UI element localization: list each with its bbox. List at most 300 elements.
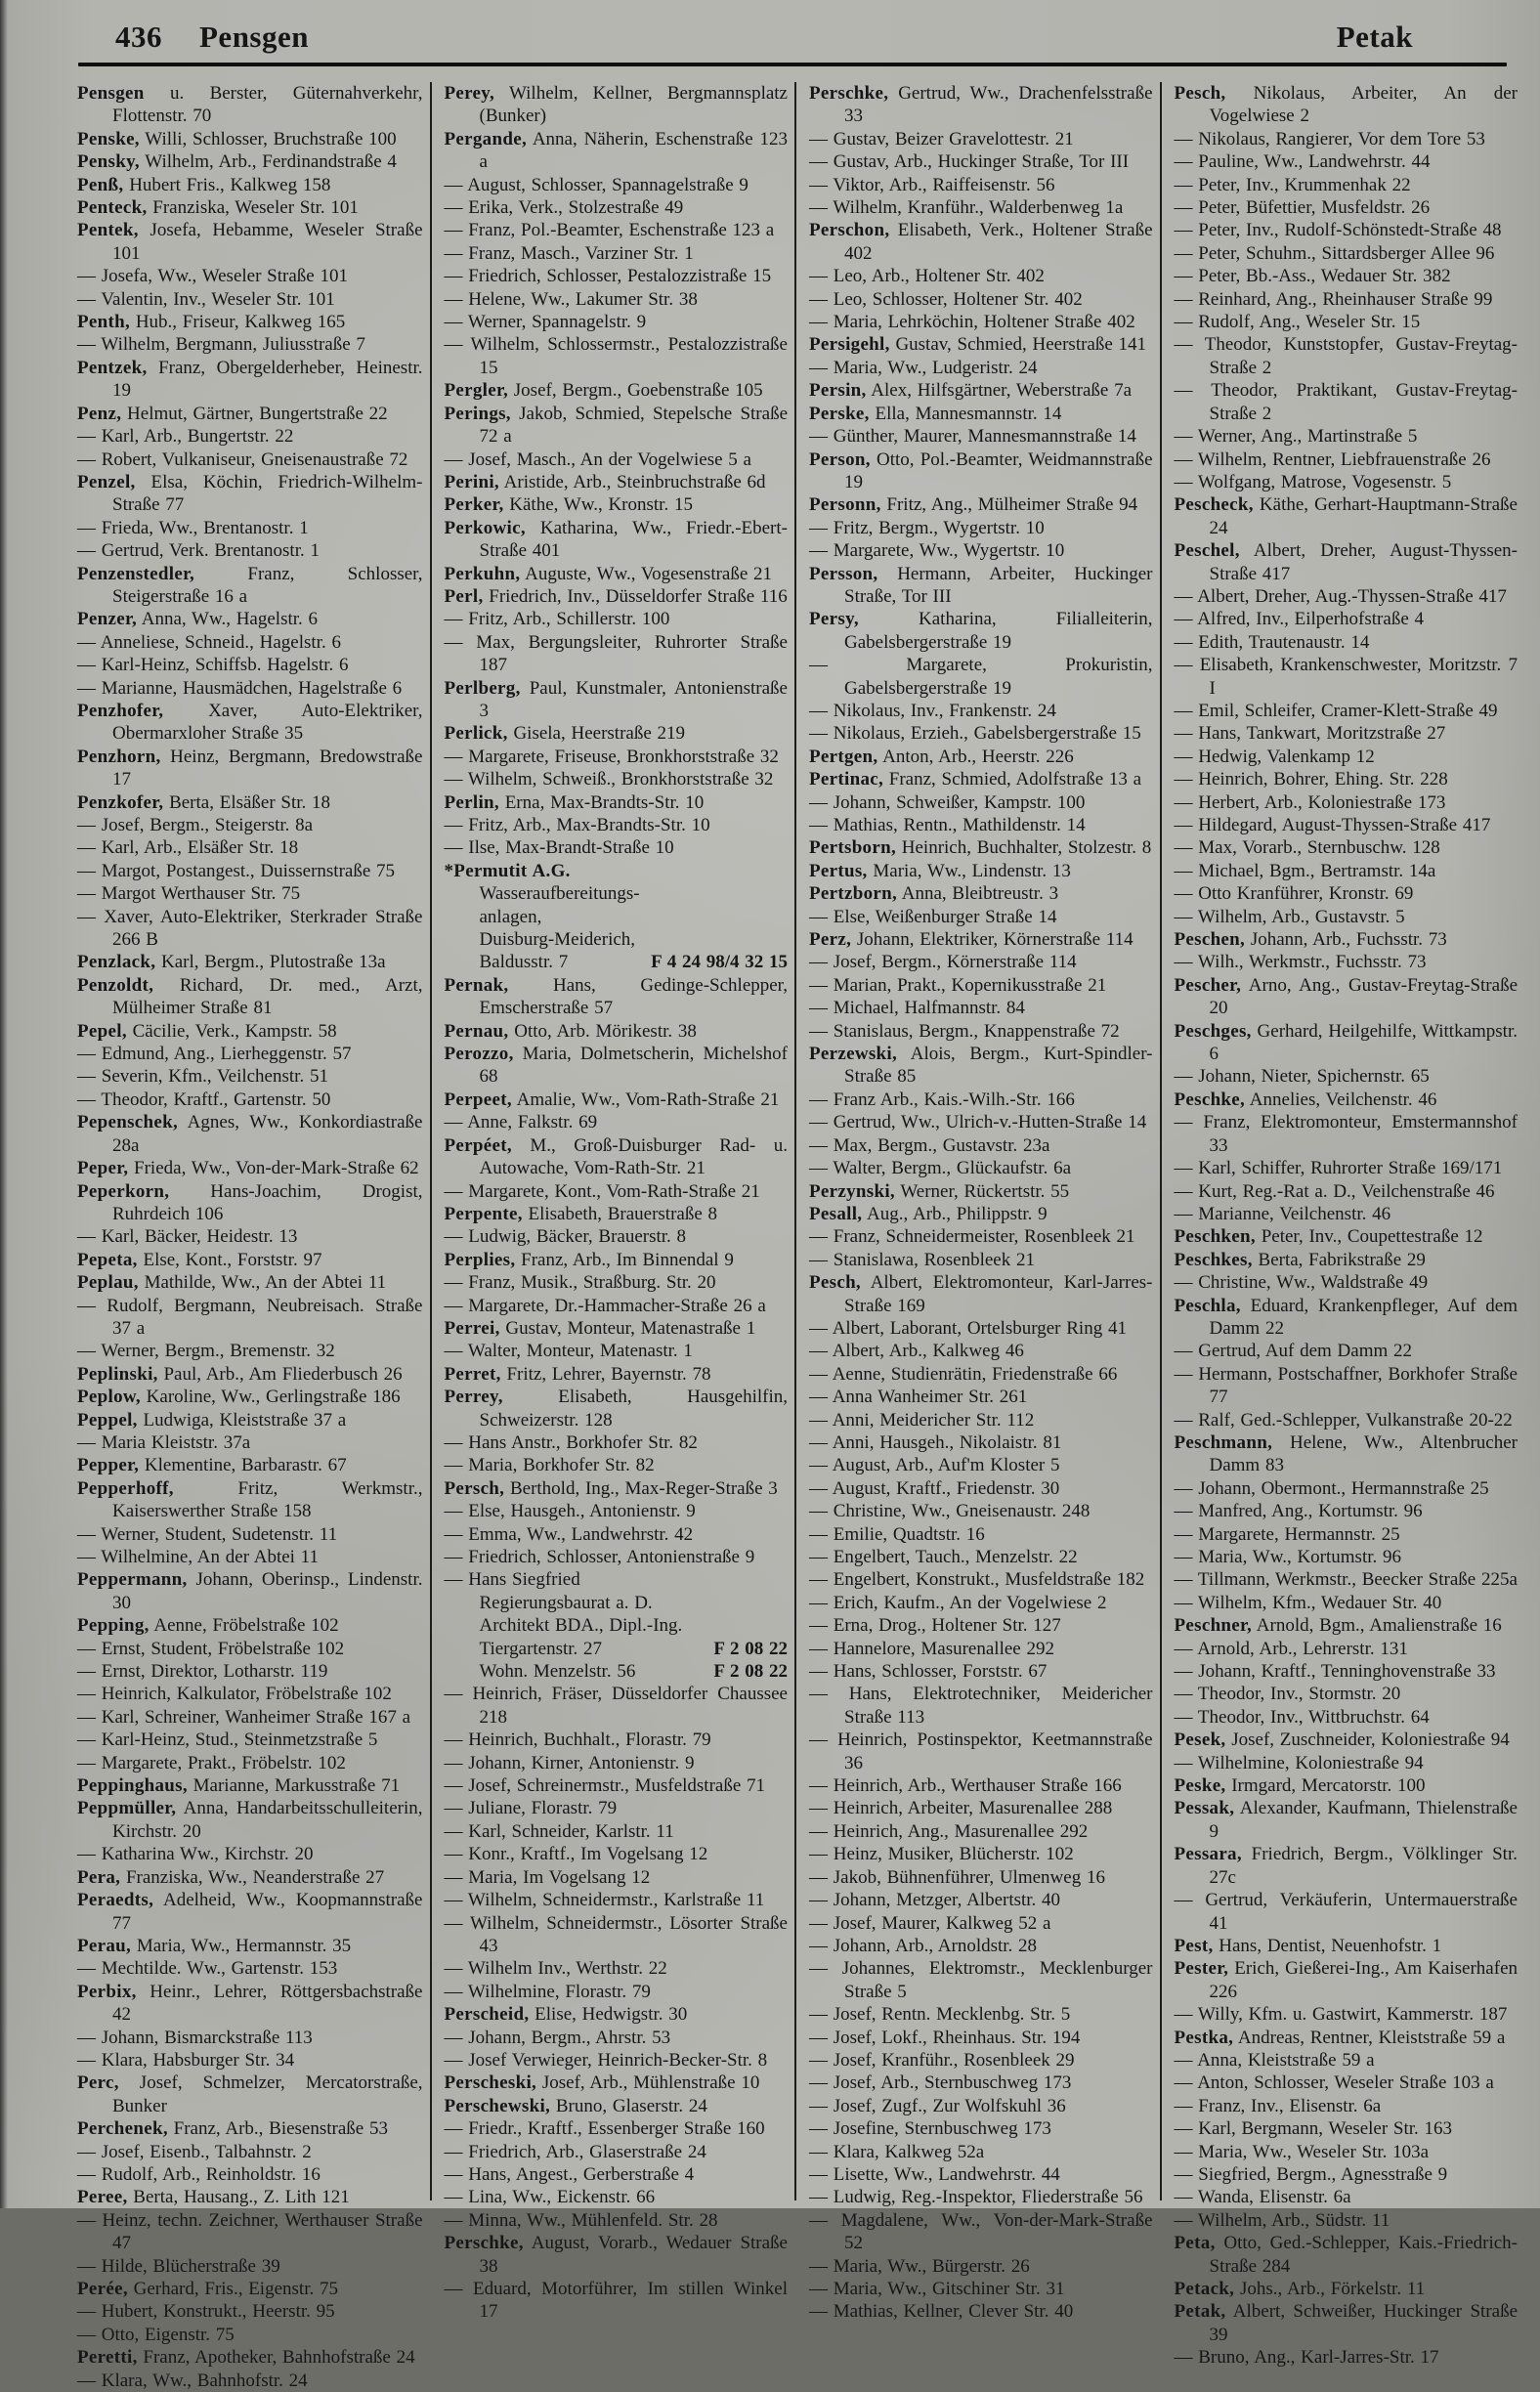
directory-entry: Peperkorn, Hans-Joachim, Drogist, Ruhrdeich 106 xyxy=(77,1180,423,1224)
entry-surname: Peplau, xyxy=(77,1272,139,1294)
directory-entry: — Franz, Musik., Straßburg. Str. 20 xyxy=(444,1272,716,1294)
directory-entry: — Magdalene, Ww., Von-der-Mark-Straße 52 xyxy=(809,2209,1153,2254)
directory-entry: — Heinrich, Bohrer, Ehing. Str. 228 xyxy=(1174,769,1448,790)
directory-entry: — Theodor, Inv., Wittbruchstr. 64 xyxy=(1174,1706,1430,1728)
directory-entry: — Marianne, Veilchenstr. 46 xyxy=(1174,1203,1391,1224)
entry-surname: Pertzborn, xyxy=(809,883,898,905)
directory-entry: — Hannelore, Masurenallee 292 xyxy=(809,1638,1054,1659)
directory-entry: Perscheski, Josef, Arb., Mühlenstraße 10 xyxy=(444,2072,760,2094)
directory-entry: Pest, Hans, Dentist, Neuenhofstr. 1 xyxy=(1174,1935,1442,1956)
directory-entry: Perchenek, Franz, Arb., Biesenstraße 53 xyxy=(77,2118,388,2140)
directory-entry: — Nikolaus, Erzieh., Gabelsbergerstraße 15 xyxy=(809,723,1141,745)
entry-surname: Perlberg, xyxy=(444,677,521,699)
entry-surname: Penzoldt, xyxy=(77,974,154,996)
entry-surname: Perings, xyxy=(444,403,511,424)
column-1 xyxy=(64,82,430,2391)
directory-entry: — Johann, Obermont., Hermannstraße 25 xyxy=(1174,1477,1489,1499)
entry-surname: Pergler, xyxy=(444,380,509,402)
directory-entry: Perschke, Gertrud, Ww., Drachenfelsstraße 33 xyxy=(809,83,1153,127)
directory-entry: Pensgen u. Berster, Güternahverkehr, Flottenstr. 70 xyxy=(77,83,423,127)
directory-entry: Persigehl, Gustav, Schmied, Heerstraße 141 xyxy=(809,334,1147,356)
directory-entry: — Klara, Ww., Bahnhofstr. 24 xyxy=(77,2370,308,2391)
entry-surname: Penß, xyxy=(77,174,124,195)
directory-entry: — Margarete, Prakt., Fröbelstr. 102 xyxy=(77,1752,346,1773)
directory-entry: — Johann, Metzger, Albertstr. 40 xyxy=(809,1890,1061,1911)
directory-entry: — Emma, Ww., Landwehrstr. 42 xyxy=(444,1523,694,1545)
entry-surname: Peraedts, xyxy=(77,1890,154,1911)
directory-entry: — Max, Vorarb., Sternbuschw. 128 xyxy=(1174,837,1440,859)
entry-surname: Penzer, xyxy=(77,609,138,630)
entry-line: Architekt BDA., Dipl.-Ing. xyxy=(479,1615,683,1637)
directory-entry: Personn, Fritz, Ang., Mülheimer Straße 94 xyxy=(809,494,1138,516)
directory-entry: Perpéet, M., Groß-Duisburger Rad- u. Autowache, Vom-Rath-Str. 21 xyxy=(444,1134,788,1179)
entry-surname: Pessara, xyxy=(1174,1844,1242,1865)
directory-entry: — Erna, Drog., Holtener Str. 127 xyxy=(809,1615,1061,1637)
directory-entry: — Johann, Bismarckstraße 113 xyxy=(77,2027,313,2048)
directory-entry: Perbix, Heinr., Lehrer, Röttgersbachstraße 42 xyxy=(77,1981,423,2026)
directory-entry: — Anni, Hausgeh., Nikolaistr. 81 xyxy=(809,1431,1062,1453)
directory-entry: — Lisette, Ww., Landwehrstr. 44 xyxy=(809,2163,1060,2185)
directory-entry: — Josef, Zugf., Zur Wolfskuhl 36 xyxy=(809,2095,1066,2116)
directory-entry: — Anna, Kleiststraße 59 a xyxy=(1174,2049,1375,2071)
directory-entry: — Peter, Inv., Krummenhak 22 xyxy=(1174,174,1411,195)
entry-surname: Peppel, xyxy=(77,1409,138,1431)
entry-surname: Perbix, xyxy=(77,1981,137,2002)
entry-surname: Perzynski, xyxy=(809,1180,895,1202)
directory-entry: Pesall, Aug., Arb., Philippstr. 9 xyxy=(809,1203,1048,1224)
directory-entry: Pessak, Alexander, Kaufmann, Thielenstraße 9 xyxy=(1174,1798,1518,1842)
directory-entry: Perker, Käthe, Ww., Kronstr. 15 xyxy=(444,494,693,516)
guide-word-left: Pensgen xyxy=(199,20,309,54)
directory-entry: — Josef, Bergm., Steigerstr. 8a xyxy=(77,815,314,835)
directory-entry: — Elisabeth, Krankenschwester, Moritzstr. 7 I xyxy=(1174,655,1518,699)
directory-entry: — Heinrich, Ang., Masurenallee 292 xyxy=(809,1820,1089,1842)
entry-surname: Penzkofer, xyxy=(77,791,164,813)
entry-surname: Pergande, xyxy=(444,128,527,150)
directory-entry: — Christine, Ww., Waldstraße 49 xyxy=(1174,1272,1429,1294)
directory-entry: Persson, Hermann, Arbeiter, Huckinger Straße, Tor III xyxy=(809,563,1153,607)
directory-entry: — Herbert, Arb., Koloniestraße 173 xyxy=(1174,791,1446,813)
entry-surname: Perret, xyxy=(444,1363,501,1385)
directory-entry: — Hubert, Konstrukt., Heerstr. 95 xyxy=(77,2301,335,2323)
entry-surname: Person, xyxy=(809,448,871,470)
directory-entry: — Karl, Bäcker, Heidestr. 13 xyxy=(77,1226,298,1248)
directory-entry: — Franz, Elektromonteur, Emstermannshof 33 xyxy=(1174,1112,1518,1156)
directory-entry: — Friedr., Kraftf., Essenberger Straße 160 xyxy=(444,2118,765,2140)
directory-entry: — Hermann, Postschaffner, Borkhofer Straße 77 xyxy=(1174,1363,1518,1408)
directory-entry: — Werner, Student, Sudetenstr. 11 xyxy=(77,1523,338,1545)
entry-surname: Perpeet, xyxy=(444,1089,512,1110)
directory-entry: Pepperhoff, Fritz, Werkmstr., Kaiserswerther Straße 158 xyxy=(77,1477,423,1522)
directory-entry: Perlin, Erna, Max-Brandts-Str. 10 xyxy=(444,791,705,813)
directory-entry: — Gustav, Arb., Huckinger Straße, Tor III xyxy=(809,151,1130,173)
entry-surname: Peta, xyxy=(1174,2233,1216,2254)
entry-surname: Peske, xyxy=(1174,1775,1226,1797)
directory-entry: — Max, Bergm., Gustavstr. 23a xyxy=(809,1134,1050,1156)
directory-entry: — Josef, Masch., An der Vogelwiese 5 a xyxy=(444,448,751,470)
directory-entry: — Margarete, Ww., Wygertstr. 10 xyxy=(809,540,1065,562)
directory-entry: Peree, Berta, Hausang., Z. Lith 121 xyxy=(77,2187,350,2208)
directory-entry: — Juliane, Florastr. 79 xyxy=(444,1798,618,1819)
entry-surname: Perpéet, xyxy=(444,1134,512,1156)
entry-surname: Pest, xyxy=(1174,1935,1214,1956)
entry-surname: Penzenstedler, xyxy=(77,563,195,584)
entry-surname: Peschner, xyxy=(1174,1615,1253,1637)
directory-entry: — Klara, Habsburger Str. 34 xyxy=(77,2049,295,2071)
directory-columns xyxy=(64,82,1524,2391)
directory-entry: Pestka, Andreas, Rentner, Kleiststraße 59 a xyxy=(1174,2027,1506,2048)
directory-entry: — Erich, Kaufm., An der Vogelwiese 2 xyxy=(809,1592,1107,1613)
directory-entry: — Johannes, Elektromstr., Mecklenburger Straße 5 xyxy=(809,1958,1153,2002)
directory-entry: — Ilse, Max-Brandt-Straße 10 xyxy=(444,837,674,859)
directory-entry: Perlberg, Paul, Kunstmaler, Antonienstraße 3 xyxy=(444,677,788,721)
directory-entry: — Werner, Bergm., Bremenstr. 32 xyxy=(77,1341,335,1362)
directory-entry: Penzer, Anna, Ww., Hagelstr. 6 xyxy=(77,609,319,630)
directory-entry: Pernau, Otto, Arb. Mörikestr. 38 xyxy=(444,1020,697,1042)
directory-entry: — Maria Kleiststr. 37a xyxy=(77,1431,251,1453)
entry-surname: Peschla, xyxy=(1174,1295,1241,1316)
directory-entry: — Wilhelm, Schneidermstr., Karlstraße 11 xyxy=(444,1890,765,1911)
directory-entry: — Lina, Ww., Eickenstr. 66 xyxy=(444,2187,656,2208)
directory-entry: — Gertrud, Verk. Brentanostr. 1 xyxy=(77,540,320,562)
entry-surname: Perschon, xyxy=(809,220,890,241)
directory-entry: — Wilhelm, Schweiß., Bronkhorststraße 32 xyxy=(444,769,774,790)
directory-entry: — Minna, Ww., Mühlenfeld. Str. 28 xyxy=(444,2209,718,2231)
directory-entry: Pesek, Josef, Zuschneider, Koloniestraße 94 xyxy=(1174,1730,1510,1751)
directory-entry: — Wolfgang, Matrose, Vogesenstr. 5 xyxy=(1174,471,1452,492)
directory-entry: — Klara, Kalkweg 52a xyxy=(809,2141,985,2162)
directory-entry: — Leo, Schlosser, Holtener Str. 402 xyxy=(809,288,1083,310)
directory-entry: — Konr., Kraftf., Im Vogelsang 12 xyxy=(444,1844,708,1865)
directory-entry: Penth, Hub., Friseur, Kalkweg 165 xyxy=(77,312,346,333)
entry-surname: Perker, xyxy=(444,494,504,516)
directory-entry: Pensky, Wilhelm, Arb., Ferdinandstraße 4 xyxy=(77,151,397,173)
directory-entry: — Gertrud, Auf dem Damm 22 xyxy=(1174,1341,1413,1362)
directory-entry: Pentzek, Franz, Obergelderheber, Heinestr. 19 xyxy=(77,357,423,402)
directory-entry: — Ludwig, Reg.-Inspektor, Fliederstraße 56 xyxy=(809,2187,1143,2208)
directory-entry: Penzhorn, Heinz, Bergmann, Bredowstraße 17 xyxy=(77,746,423,790)
directory-entry: Pentek, Josefa, Hebamme, Weseler Straße 101 xyxy=(77,220,423,264)
entry-surname: Peretti, xyxy=(77,2347,138,2369)
directory-entry: — Else, Hausgeh., Antonienstr. 9 xyxy=(444,1501,696,1522)
directory-entry: Peppinghaus, Marianne, Markusstraße 71 xyxy=(77,1775,401,1797)
directory-entry: — Engelbert, Konstrukt., Musfeldstraße 182 xyxy=(809,1569,1145,1591)
entry-surname: Peppermann, xyxy=(77,1569,188,1591)
entry-surname: Pepper, xyxy=(77,1455,140,1476)
directory-entry: — Heinz, techn. Zeichner, Werthauser Straße 47 xyxy=(77,2209,423,2254)
directory-entry: — Leo, Arb., Holtener Str. 402 xyxy=(809,266,1045,287)
directory-entry: — Margarete, Prokuristin, Gabelsbergerstraße 19 xyxy=(809,655,1153,699)
entry-surname: Pernak, xyxy=(444,974,509,996)
directory-entry: — August, Arb., Auf'm Kloster 5 xyxy=(809,1455,1060,1476)
entry-surname: Penske, xyxy=(77,128,140,150)
entry-surname: Peperkorn, xyxy=(77,1180,170,1202)
directory-entry: — Alfred, Inv., Eilperhofstraße 4 xyxy=(1174,609,1424,630)
directory-entry: Perl, Friedrich, Inv., Düsseldorfer Straße 116 xyxy=(444,585,788,607)
directory-entry: Petak, Albert, Schweißer, Huckinger Straße 39 xyxy=(1174,2301,1518,2345)
directory-entry: — Hildegard, August-Thyssen-Straße 417 xyxy=(1174,815,1491,835)
directory-entry: — Wilhelmine, Florastr. 79 xyxy=(444,1981,651,2002)
directory-entry: Penzlack, Karl, Bergm., Plutostraße 13a xyxy=(77,952,386,973)
entry-surname: Peplinski, xyxy=(77,1363,158,1385)
directory-entry: Pessara, Friedrich, Bergm., Völklinger Str. 27c xyxy=(1174,1844,1518,1888)
directory-entry: — Peter, Büfettier, Musfeldstr. 26 xyxy=(1174,197,1431,219)
directory-entry: — Severin, Kfm., Veilchenstr. 51 xyxy=(77,1066,328,1088)
directory-entry: Perini, Aristide, Arb., Steinbruchstraße 6d xyxy=(444,471,766,492)
entry-surname: Penzhofer, xyxy=(77,700,164,721)
entry-surname: Perske, xyxy=(809,403,870,424)
directory-entry: — Rudolf, Arb., Reinholdstr. 16 xyxy=(77,2163,321,2185)
directory-entry: — Werner, Spannagelstr. 9 xyxy=(444,312,647,333)
entry-surname: Peplow, xyxy=(77,1387,141,1408)
entry-line: F 2 08 22 Tiergartenstr. 27 xyxy=(479,1638,788,1659)
entry-surname: Perée, xyxy=(77,2279,128,2299)
directory-entry: Pescher, Arno, Ang., Gustav-Freytag-Straße 20 xyxy=(1174,974,1518,1019)
directory-entry: — Wilhelmine, Koloniestraße 94 xyxy=(1174,1752,1424,1773)
directory-entry: — Mathias, Rentn., Mathildenstr. 14 xyxy=(809,815,1086,835)
directory-entry: — Josef, Arb., Sternbuschweg 173 xyxy=(809,2072,1072,2094)
directory-entry: — Stanislawa, Rosenbleek 21 xyxy=(809,1249,1035,1270)
entry-surname: Perozzo, xyxy=(444,1044,514,1065)
directory-entry: — Tillmann, Werkmstr., Beecker Straße 225a xyxy=(1174,1569,1518,1591)
directory-entry: — Christine, Ww., Gneisenaustr. 248 xyxy=(809,1501,1091,1522)
directory-entry: — Siegfried, Bergm., Agnesstraße 9 xyxy=(1174,2163,1448,2185)
directory-entry: — Ernst, Direktor, Lotharstr. 119 xyxy=(77,1661,328,1683)
directory-entry: — Valentin, Inv., Weseler Str. 101 xyxy=(77,288,335,310)
directory-entry: — Frieda, Ww., Brentanostr. 1 xyxy=(77,517,309,538)
entry-phone: F 2 08 22 xyxy=(713,1638,788,1659)
entry-surname: Pesch, xyxy=(809,1272,861,1294)
directory-entry: — Maria, Ww., Gitschiner Str. 31 xyxy=(809,2279,1065,2299)
entry-surname: Personn, xyxy=(809,494,881,516)
entry-surname: Pester, xyxy=(1174,1958,1229,1980)
entry-surname: Penth, xyxy=(77,312,131,333)
directory-entry: Peschen, Johann, Arb., Fuchsstr. 73 xyxy=(1174,929,1447,951)
entry-surname: Peper, xyxy=(77,1158,129,1179)
column-2 xyxy=(430,82,795,2323)
directory-entry: — Johann, Bergm., Ahrstr. 53 xyxy=(444,2027,671,2048)
directory-entry: — Karl, Schneider, Karlstr. 11 xyxy=(444,1820,674,1842)
entry-surname: Perchenek, xyxy=(77,2118,168,2140)
directory-entry: — Aenne, Studienrätin, Friedenstraße 66 xyxy=(809,1363,1118,1385)
directory-entry: Peppel, Ludwiga, Kleiststraße 37 a xyxy=(77,1409,347,1431)
directory-entry: Pesch, Nikolaus, Arbeiter, An der Vogelwiese 2 xyxy=(1174,83,1518,127)
directory-entry: — Wilhelm, Schneidermstr., Lösorter Straße 43 xyxy=(444,1912,788,1956)
entry-surname: Pertgen, xyxy=(809,746,878,767)
directory-entry: Penske, Willi, Schlosser, Bruchstraße 100 xyxy=(77,128,397,150)
directory-entry: — Maria, Ww., Ludgeristr. 24 xyxy=(809,357,1038,378)
entry-surname: Perkowic, xyxy=(444,517,526,538)
directory-entry: — Margot Werthauser Str. 75 xyxy=(77,883,301,905)
directory-entry: — Franz Arb., Kais.-Wilh.-Str. 166 xyxy=(809,1089,1075,1110)
directory-entry: Peschkes, Berta, Fabrikstraße 29 xyxy=(1174,1249,1426,1270)
directory-entry: — Maria, Ww., Weseler Str. 103a xyxy=(1174,2141,1430,2162)
directory-entry: — Heinrich, Kalkulator, Fröbelstraße 102 xyxy=(77,1684,392,1705)
directory-entry: Peraedts, Adelheid, Ww., Koopmannstraße 77 xyxy=(77,1890,423,1934)
directory-entry: Pepper, Klementine, Barbarastr. 67 xyxy=(77,1455,347,1476)
directory-entry: — Stanislaus, Bergm., Knappenstraße 72 xyxy=(809,1020,1120,1042)
directory-entry: Perz, Johann, Elektriker, Körnerstraße 114 xyxy=(809,929,1134,951)
directory-entry: Pertsborn, Heinrich, Buchhalter, Stolzestr. 8 xyxy=(809,837,1152,859)
directory-entry: Penzhofer, Xaver, Auto-Elektriker, Obermarxloher Straße 35 xyxy=(77,700,423,745)
entry-surname: Perscheid, xyxy=(444,2004,530,2026)
directory-entry: — Michael, Bgm., Bertramstr. 14a xyxy=(1174,860,1436,881)
entry-surname: Peppmüller, xyxy=(77,1798,177,1819)
directory-entry: — Anneliese, Schneid., Hagelstr. 6 xyxy=(77,631,341,653)
directory-entry: Pertus, Maria, Ww., Lindenstr. 13 xyxy=(809,860,1071,881)
directory-entry: Pertinac, Franz, Schmied, Adolfstraße 13 a xyxy=(809,769,1142,790)
directory-entry: — Anni, Meidericher Str. 112 xyxy=(809,1409,1035,1431)
directory-entry xyxy=(445,860,789,974)
directory-entry: — Josef, Bergm., Körnerstraße 114 xyxy=(809,952,1077,973)
directory-entry: — Heinrich, Arb., Werthauser Straße 166 xyxy=(809,1775,1122,1797)
directory-entry: — Heinrich, Fräser, Düsseldorfer Chaussee 218 xyxy=(444,1684,788,1728)
directory-entry: Peschner, Arnold, Bgm., Amalienstraße 16 xyxy=(1174,1615,1502,1637)
directory-entry: — Mechtilde. Ww., Gartenstr. 153 xyxy=(77,1958,338,1980)
directory-entry: — Otto Kranführer, Kronstr. 69 xyxy=(1174,883,1414,905)
directory-entry: Pernak, Hans, Gedinge-Schlepper, Emscherstraße 57 xyxy=(444,974,788,1019)
entry-surname: Pertinac, xyxy=(809,769,884,790)
directory-entry: — Ralf, Ged.-Schlepper, Vulkanstraße 20-22 xyxy=(1174,1409,1513,1431)
entry-surname: Perscheski, xyxy=(444,2072,537,2094)
directory-entry: — Wilhelm, Rentner, Liebfrauenstraße 26 xyxy=(1174,448,1491,470)
directory-entry: Perau, Maria, Ww., Hermannstr. 35 xyxy=(77,1935,352,1956)
directory-entry: Penz, Helmut, Gärtner, Bungertstraße 22 xyxy=(77,403,388,424)
entry-surname: Perey, xyxy=(444,83,495,104)
entry-surname: Pestka, xyxy=(1174,2027,1234,2048)
header-rule xyxy=(78,63,1507,66)
directory-entry: — Hans Anstr., Borkhofer Str. 82 xyxy=(444,1431,698,1453)
directory-entry: Peplow, Karoline, Ww., Gerlingstraße 186 xyxy=(77,1387,401,1408)
directory-entry: — Johann, Arb., Arnoldstr. 28 xyxy=(809,1935,1038,1956)
directory-entry: Peppermann, Johann, Oberinsp., Lindenstr. 30 xyxy=(77,1569,423,1613)
entry-surname: Peschken, xyxy=(1174,1226,1256,1248)
directory-entry: — Engelbert, Tauch., Menzelstr. 22 xyxy=(809,1547,1078,1567)
directory-entry: Peschel, Albert, Dreher, August-Thyssen-Straße 417 xyxy=(1174,540,1518,584)
directory-entry: Perrei, Gustav, Monteur, Matenastraße 1 xyxy=(444,1317,756,1339)
directory-entry: — Mathias, Kellner, Clever Str. 40 xyxy=(809,2301,1074,2323)
entry-surname: Peppinghaus, xyxy=(77,1775,188,1797)
directory-entry: Persch, Berthold, Ing., Max-Reger-Straße 3 xyxy=(444,1477,778,1499)
directory-entry: — Fritz, Arb., Max-Brandts-Str. 10 xyxy=(444,815,710,835)
directory-entry: Penzenstedler, Franz, Schlosser, Steigerstraße 16 a xyxy=(77,563,423,607)
directory-entry: — Gertrud, Ww., Ulrich-v.-Hutten-Straße 14 xyxy=(809,1112,1147,1133)
directory-entry: Peschla, Eduard, Krankenpfleger, Auf dem Damm 22 xyxy=(1174,1295,1518,1339)
entry-surname: Penzhorn, xyxy=(77,746,161,767)
directory-entry: Penteck, Franziska, Weseler Str. 101 xyxy=(77,197,359,219)
directory-entry: — Albert, Dreher, Aug.-Thyssen-Straße 417 xyxy=(1174,585,1507,607)
directory-entry: — Viktor, Arb., Raiffeisenstr. 56 xyxy=(809,174,1055,195)
directory-entry: — Manfred, Ang., Kortumstr. 96 xyxy=(1174,1501,1423,1522)
directory-entry: — Margarete, Friseuse, Bronkhorststraße 32 xyxy=(444,746,779,767)
directory-entry: Peschken, Peter, Inv., Coupettestraße 12 xyxy=(1174,1226,1483,1248)
directory-entry: — Maria, Ww., Kortumstr. 96 xyxy=(1174,1547,1402,1567)
directory-entry: — Rudolf, Ang., Weseler Str. 15 xyxy=(1174,312,1421,333)
directory-entry: Petack, Johs., Arb., Förkelstr. 11 xyxy=(1174,2279,1426,2299)
entry-line: F 2 08 22 Wohn. Menzelstr. 56 xyxy=(479,1661,788,1683)
entry-surname: Pepel, xyxy=(77,1020,127,1042)
directory-entry: — Reinhard, Ang., Rheinhauser Straße 99 xyxy=(1174,288,1493,310)
directory-entry: — Maria, Lehrköchin, Holtener Straße 402 xyxy=(809,312,1135,333)
directory-entry: Perzewski, Alois, Bergm., Kurt-Spindler-Straße 85 xyxy=(809,1044,1153,1088)
directory-entry: — Heinrich, Buchhalt., Florastr. 79 xyxy=(444,1730,711,1751)
entry-surname: Perrey, xyxy=(444,1387,503,1408)
directory-entry: Perpente, Elisabeth, Brauerstraße 8 xyxy=(444,1203,718,1224)
entry-surname: Perc, xyxy=(77,2072,119,2094)
directory-entry: Perey, Wilhelm, Kellner, Bergmannsplatz (Bunker) xyxy=(444,83,788,127)
directory-entry: Perée, Gerhard, Fris., Eigenstr. 75 xyxy=(77,2279,338,2299)
entry-surname: Pertsborn, xyxy=(809,837,897,859)
directory-entry: Pera, Franziska, Ww., Neanderstraße 27 xyxy=(77,1866,385,1888)
directory-entry: — Heinz, Musiker, Blücherstr. 102 xyxy=(809,1844,1074,1865)
directory-entry: Peschges, Gerhard, Heilgehilfe, Wittkampstr. 6 xyxy=(1174,1020,1518,1065)
directory-entry: Peske, Irmgard, Mercatorstr. 100 xyxy=(1174,1775,1426,1797)
directory-entry: — Edith, Trautenaustr. 14 xyxy=(1174,631,1370,653)
directory-entry: — Margot, Postangest., Duissernstraße 75 xyxy=(77,860,396,881)
directory-entry: — Wilhelm, Arb., Gustavstr. 5 xyxy=(1174,906,1405,927)
directory-entry: — Theodor, Kraftf., Gartenstr. 50 xyxy=(77,1089,331,1110)
entry-surname: Pepperhoff, xyxy=(77,1477,174,1499)
directory-entry: — Rudolf, Bergmann, Neubreisach. Straße 37 a xyxy=(77,1295,423,1339)
page-header xyxy=(115,20,1413,55)
directory-entry: — Anton, Schlosser, Weseler Straße 103 a xyxy=(1174,2072,1494,2094)
directory-entry: — Anna Wanheimer Str. 261 xyxy=(809,1387,1028,1408)
directory-entry: — Hans, Angest., Gerberstraße 4 xyxy=(444,2163,695,2185)
directory-entry: — Karl, Schreiner, Wanheimer Straße 167 a xyxy=(77,1706,411,1728)
directory-entry: Peretti, Franz, Apotheker, Bahnhofstraße 24 xyxy=(77,2347,415,2369)
directory-entry: — Max, Bergungsleiter, Ruhrorter Straße 187 xyxy=(444,631,788,676)
entry-surname: Perau, xyxy=(77,1935,132,1956)
directory-entry: — Maria, Im Vogelsang 12 xyxy=(444,1866,651,1888)
directory-entry: — Wilh., Werkmstr., Fuchsstr. 73 xyxy=(1174,952,1427,973)
directory-entry: — Margarete, Dr.-Hammacher-Straße 26 a xyxy=(444,1295,766,1316)
directory-entry: — Josef, Schreinermstr., Musfeldstraße 71 xyxy=(444,1775,766,1797)
entry-surname: Perschewski, xyxy=(444,2095,551,2116)
directory-entry: — Michael, Halfmannstr. 84 xyxy=(809,998,1025,1019)
directory-entry: — Wilhelm Inv., Werthstr. 22 xyxy=(444,1958,667,1980)
entry-surname: Pesch, xyxy=(1174,83,1226,104)
entry-surname: Pescheck, xyxy=(1174,494,1254,516)
entry-surname: Pentzek, xyxy=(77,357,148,378)
page-number: 436 xyxy=(115,20,162,54)
directory-entry: — Wilhelm, Schlossermstr., Pestalozzistraße 15 xyxy=(444,334,788,378)
entry-surname: Pessak, xyxy=(1174,1798,1235,1819)
entry-surname: *Permutit A.G. xyxy=(444,860,571,881)
directory-entry: Pepeta, Else, Kont., Forststr. 97 xyxy=(77,1249,322,1270)
directory-entry: — Maria, Borkhofer Str. 82 xyxy=(444,1455,655,1476)
entry-surname: Perlick, xyxy=(444,723,508,745)
directory-entry: — Peter, Inv., Rudolf-Schönstedt-Straße 48 xyxy=(1174,220,1502,241)
directory-entry: — Karl, Arb., Bungertstr. 22 xyxy=(77,426,294,448)
entry-surname: Perz, xyxy=(809,929,852,951)
directory-entry: Perske, Ella, Mannesmannstr. 14 xyxy=(809,403,1062,424)
directory-entry: — Josef, Maurer, Kalkweg 52 a xyxy=(809,1912,1051,1934)
directory-entry: Persy, Katharina, Filialleiterin, Gabelsbergerstraße 19 xyxy=(809,609,1153,653)
directory-entry: — Xaver, Auto-Elektriker, Sterkrader Straße 266 B xyxy=(77,906,423,951)
directory-entry: — Franz, Inv., Elisenstr. 6a xyxy=(1174,2095,1382,2116)
directory-entry: — Karl, Bergmann, Weseler Str. 163 xyxy=(1174,2118,1453,2140)
directory-entry: Peplinski, Paul, Arb., Am Fliederbusch 26 xyxy=(77,1363,403,1385)
directory-entry: Pertgen, Anton, Arb., Heerstr. 226 xyxy=(809,746,1074,767)
directory-entry: — Albert, Laborant, Ortelsburger Ring 41 xyxy=(809,1317,1127,1339)
directory-entry: — Josefine, Sternbuschweg 173 xyxy=(809,2118,1051,2140)
directory-entry: — August, Schlosser, Spannagelstraße 9 xyxy=(444,174,749,195)
directory-entry: — Eduard, Motorführer, Im stillen Winkel 17 xyxy=(444,2279,788,2323)
directory-entry: — Heinrich, Arbeiter, Masurenallee 288 xyxy=(809,1798,1113,1819)
directory-entry: — Josef, Lokf., Rheinhaus. Str. 194 xyxy=(809,2027,1081,2048)
directory-entry: — Hedwig, Valenkamp 12 xyxy=(1174,746,1375,767)
directory-entry: — Walter, Monteur, Matenastr. 1 xyxy=(444,1341,693,1362)
